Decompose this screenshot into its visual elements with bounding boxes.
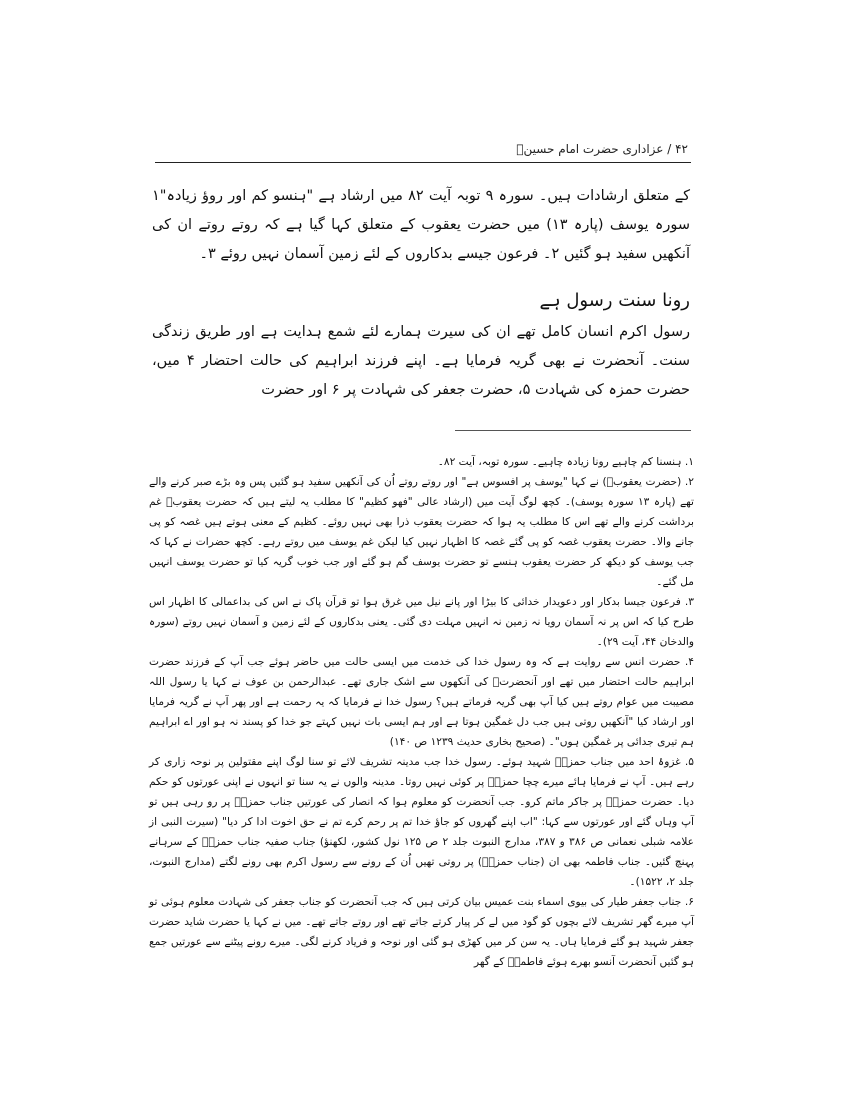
running-head: ۴۲ / عزاداری حضرت امام حسینؑ bbox=[516, 142, 688, 156]
intro-text bbox=[152, 182, 690, 269]
footnote-2: ۲. (حضرت یعقوبؑ) نے کہا "یوسف پر افسوس ہے" اور روتے روتے اُن کی آنکھیں سفید ہو گئیں پس وہ بڑے صبر کرنے والے تھے (پارہ ۱۳ سورہ یوسف)۔ کچھ لوگ آیت میں (ارشاد عالی "فھو کظیم" کا مطلب یہ لیتے ہیں کہ حضرت یعقوبؑ غم برداشت کرنے والے تھے اس کا مطلب یہ ہوا کہ حضرت یعقوب ذرا بھی نہیں روئے۔ کظیم کے معنی ہوتے ہیں غصہ کو پی جانے والا۔ حضرت یعقوب غصہ کو پی گئے غصہ کا اظہار نہیں کیا لیکن غم یوسف میں روتے رہے۔ کچھ حضرات نے کہا کہ جب یوسف کو دیکھ کر حضرت یعقوب ہنسے تو حضرت یوسف گم ہو گئے اور جب خوب گریہ کیا تو حضرت یوسف انہیں مل گئے۔ bbox=[149, 476, 694, 588]
header-rule bbox=[155, 162, 691, 163]
section-body bbox=[152, 318, 690, 405]
footnote-rule bbox=[455, 430, 691, 431]
footnote-5: ۵. غزوۂ احد میں جناب حمزہؓ شہید ہوئے۔ رسول خدا جب مدینہ تشریف لائے تو سنا لوگ اپنے مقتولین پر نوحہ زاری کر رہے ہیں۔ آپ نے فرمایا ہائے میرے چچا حمزہؓ پر کوئی نہیں روتا۔ مدینہ والوں نے یہ سنا تو انہوں نے اپنی عورتوں کو حکم دیا۔ حضرت حمزہؓ پر جاکر ماتم کرو۔ جب آنحضرت کو معلوم ہوا کہ انصار کی عورتیں جناب حمزہؓ پر رو رہی ہیں تو آپ وہاں گئے اور عورتوں سے کہا: "اب اپنے گھروں کو جاؤ خدا تم پر رحم کرے تم نے حق اخوت ادا کر دیا" (سیرت النبی از علامہ شبلی نعمانی ص ۳۸۶ و ۳۸۷، مدارج النبوت جلد ۲ ص ۱۲۵ نول کشور، لکھنؤ) جناب صفیہ جناب حمزہؓ کے سرہانے پہنچ گئیں۔ جناب فاطمہ بھی ان (جناب حمزہؓ) پر روتی تھیں اُن کے رونے سے رسول اکرم بھی رونے لگتے (مدارج النبوت، جلد ۲، ۱۵۲۲)۔ bbox=[149, 756, 694, 888]
footnote-6: ۶. جناب جعفر طیار کی بیوی اسماء بنت عمیس بیان کرتی ہیں کہ جب آنحضرت کو جناب جعفر کی شہادت معلوم ہوئی تو آپ میرے گھر تشریف لائے بچوں کو گود میں لے کر پیار کرتے جاتے تھے اور روتے جاتے تھے۔ میں نے کہا یا حضرت شاید حضرت جعفر شہید ہو گئے فرمایا ہاں۔ یہ سن کر میں کھڑی ہو گئی اور نوحہ و فریاد کرنے لگی۔ میرے رونے پیٹنے سے عورتیں جمع ہو گئیں آنحضرت آنسو بھرے ہوئے فاطمہؑ کے گھر bbox=[149, 896, 694, 968]
footnote-3: ۳. فرعون جیسا بدکار اور دعویدار خدائی کا بیڑا اور پانے نیل میں غرق ہوا تو قرآن پاک نے اس کی بداعمالی کا اظہار اس طرح کیا کہ اس پر نہ آسمان رویا نہ زمین نہ انہیں مہلت دی گئی۔ یعنی بدکاروں کے لئے زمین و آسمان نہیں روتے (سورہ والدخان ۴۴، آیت ۲۹)۔ bbox=[149, 596, 694, 648]
intro-paragraph: کے متعلق ارشادات ہیں۔ سورہ ۹ توبہ آیت ۸۲ میں ارشاد ہے "ہنسو کم اور روؤ زیادہ"۱ سورہ یوسف (پارہ ۱۳) میں حضرت یعقوب کے متعلق کہا گیا ہے کہ روتے روتے ان کی آنکھیں سفید ہو گئیں ۲۔ فرعون جیسے بدکاروں کے لئے زمین آسمان نہیں روئے ۳۔ bbox=[152, 188, 691, 262]
footnote-4: ۴. حضرت انس سے روایت ہے کہ وہ رسول خدا کی خدمت میں ایسی حالت میں حاضر ہوئے جب آپ کے فرزند حضرت ابراہیم حالت احتضار میں تھے اور آنحضرتؐ کی آنکھوں سے اشک جاری تھے۔ عبدالرحمن بن عوف نے کہا یا رسول اللہ مصیبت میں عوام روتے ہیں کیا آپ بھی گریہ فرماتے ہیں؟ رسول خدا نے فرمایا کہ یہ رحمت ہے اور پھر آپ نے گریہ فرمایا اور ارشاد کیا "آنکھیں روتی ہیں جب دل غمگین ہوتا ہے اور ہم ایسی بات نہیں کہتے جو خدا کو پسند نہ ہو اور اے ابراہیم ہم تیری جدائی پر غمگین ہوں"۔ (صحیح بخاری حدیث ۱۲۳۹ ص ۱۴۰) bbox=[149, 656, 694, 748]
section-heading: رونا سنت رسول ہے bbox=[539, 290, 690, 311]
section-paragraph: رسول اکرم انسان کامل تھے ان کی سیرت ہمارے لئے شمع ہدایت ہے اور طریق زندگی سنت۔ آنحضرت نے بھی گریہ فرمایا ہے۔ اپنے فرزند ابراہیم کی حالت احتضار ۴ میں، حضرت حمزہ کی شہادت ۵، حضرت جعفر کی شہادت پر ۶ اور حضرت bbox=[152, 324, 690, 398]
footnote-1: ۱. ہنسنا کم چاہیے رونا زیادہ چاہیے۔ سورہ توبہ، آیت ۸۲۔ bbox=[437, 456, 694, 468]
footnotes bbox=[149, 452, 694, 972]
